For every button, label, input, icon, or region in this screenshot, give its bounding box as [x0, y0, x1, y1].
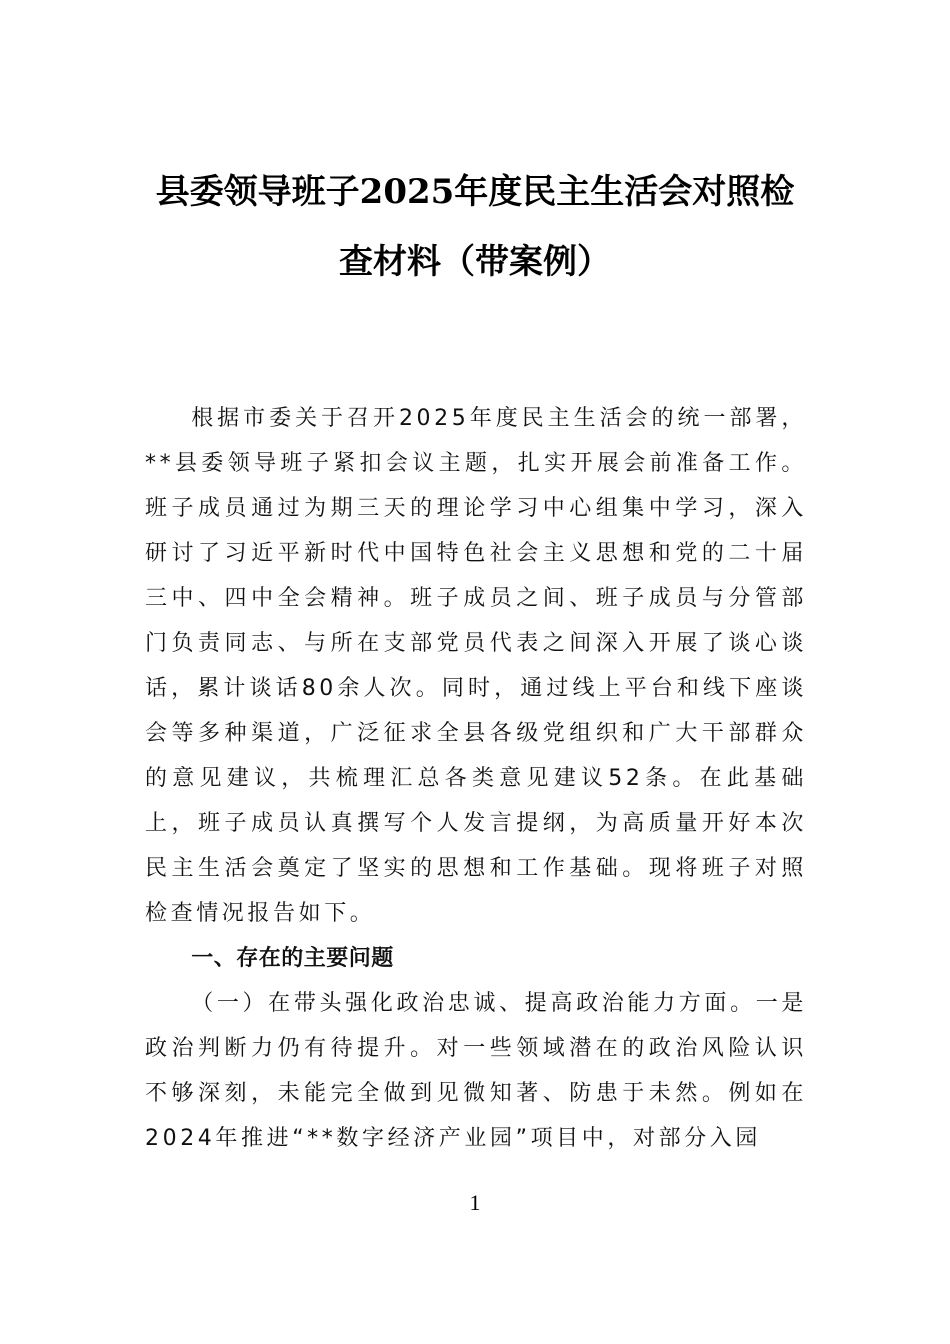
subsection-text: 一是政治判断力仍有待提升。对一些领域潜在的政治风险认识不够深刻，未能完全做到见微知著、防患于未然。例如在2024年推进“**数字经济产业园”项目中，对部分入园 [145, 991, 807, 1151]
document-title-line-2: 查材料（带案例） [339, 242, 611, 282]
subsection-paragraph [145, 981, 807, 1161]
subsection-lead: （一）在带头强化政治忠诚、提高政治能力方面。 [191, 991, 756, 1016]
intro-paragraph: 根据市委关于召开2025年度民主生活会的统一部署，**县委领导班子紧扣会议主题，扎实开展会前准备工作。班子成员通过为期三天的理论学习中心组集中学习，深入研讨了习近平新时代中国特色社会主义思想和党的二十届三中、四中全会精神。班子成员之间、班子成员与分管部门负责同志、与所在支部党员代表之间深入开展了谈心谈话，累计谈话80余人次。同时，通过线上平台和线下座谈会等多种渠道，广泛征求全县各级党组织和广大干部群众的意见建议，共梳理汇总各类意见建议52条。在此基础上，班子成员认真撰写个人发言提纲，为高质量开好本次民主生活会奠定了坚实的思想和工作基础。现将班子对照检查情况报告如下。 [145, 406, 807, 926]
document-title-line-1: 县委领导班子2025年度民主生活会对照检 [155, 172, 795, 212]
document-body [145, 396, 807, 1161]
page-number: 1 [469, 1190, 481, 1215]
section-heading: 一、存在的主要问题 [191, 946, 394, 971]
